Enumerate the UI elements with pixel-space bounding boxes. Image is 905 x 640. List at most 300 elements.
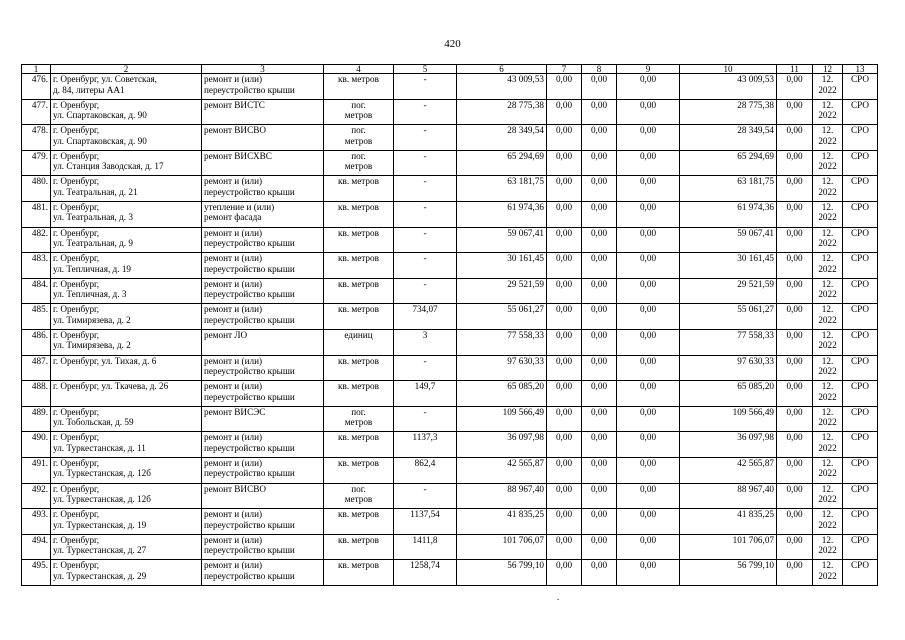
total-cell: 97 630,33 xyxy=(680,355,777,381)
col7-cell: 0,00 xyxy=(547,355,582,381)
address-cell xyxy=(51,176,202,202)
term-cell xyxy=(813,201,843,227)
table-row xyxy=(22,74,878,100)
volume-cell: - xyxy=(394,176,457,202)
col7-cell: 0,00 xyxy=(547,534,582,560)
term-cell-line: 2022 xyxy=(818,340,837,351)
unit-cell xyxy=(324,483,394,509)
term-cell xyxy=(813,534,843,560)
work-type-cell-line: переустройство крыши xyxy=(204,186,295,197)
source-cell: СРО xyxy=(843,457,878,483)
table-row xyxy=(22,201,878,227)
term-cell-line: 12. xyxy=(821,509,834,520)
volume-cell: 1258,74 xyxy=(394,560,457,586)
work-type-cell xyxy=(202,227,324,253)
term-cell xyxy=(813,125,843,151)
col11-cell: 0,00 xyxy=(777,457,813,483)
source-cell: СРО xyxy=(843,406,878,432)
address-cell-line: ул. Тобольская, д. 59 xyxy=(53,417,134,428)
address-cell-line: г. Оренбург, xyxy=(53,278,100,289)
table-row xyxy=(22,509,878,535)
volume-cell: - xyxy=(394,150,457,176)
unit-cell-line: метров xyxy=(344,161,373,172)
source-cell: СРО xyxy=(843,176,878,202)
term-cell-line: 12. xyxy=(821,176,834,187)
term-cell-line: 2022 xyxy=(818,84,837,95)
work-type-cell-line: ремонт ЛО xyxy=(204,329,248,340)
term-cell-line: 2022 xyxy=(818,468,837,479)
stray-mark: . xyxy=(557,592,560,602)
col7-cell: 0,00 xyxy=(547,227,582,253)
cost-cell: 65 294,69 xyxy=(457,150,547,176)
col11-cell: 0,00 xyxy=(777,125,813,151)
address-cell xyxy=(51,381,202,407)
address-cell xyxy=(51,201,202,227)
row-number: 483. xyxy=(22,253,51,279)
term-cell-line: 12. xyxy=(821,304,834,315)
unit-cell xyxy=(324,74,394,100)
table-row xyxy=(22,253,878,279)
work-type-cell-line: ремонт ВИСТС xyxy=(204,99,265,110)
total-cell: 29 521,59 xyxy=(680,278,777,304)
source-cell: СРО xyxy=(843,227,878,253)
unit-cell xyxy=(324,99,394,125)
address-cell-line: ул. Театральная, д. 3 xyxy=(53,212,133,223)
term-cell-line: 12. xyxy=(821,457,834,468)
col7-cell: 0,00 xyxy=(547,278,582,304)
total-cell: 109 566,49 xyxy=(680,406,777,432)
term-cell-line: 2022 xyxy=(818,263,837,274)
source-cell: СРО xyxy=(843,150,878,176)
address-cell xyxy=(51,406,202,432)
unit-cell-line: кв. метров xyxy=(338,381,379,392)
table-row xyxy=(22,355,878,381)
total-cell: 63 181,75 xyxy=(680,176,777,202)
address-cell xyxy=(51,457,202,483)
work-type-cell xyxy=(202,176,324,202)
work-type-cell xyxy=(202,432,324,458)
work-type-cell xyxy=(202,483,324,509)
work-type-cell xyxy=(202,201,324,227)
term-cell-line: 2022 xyxy=(818,519,837,530)
col7-cell: 0,00 xyxy=(547,381,582,407)
column-number-header: 10 xyxy=(680,65,777,74)
work-type-cell xyxy=(202,560,324,586)
address-cell-line: ул. Туркестанская, д. 12б xyxy=(53,468,151,479)
work-type-cell-line: ремонт и (или) xyxy=(204,534,263,545)
row-number: 495. xyxy=(22,560,51,586)
source-cell: СРО xyxy=(843,278,878,304)
row-number: 488. xyxy=(22,381,51,407)
cost-cell: 28 349,54 xyxy=(457,125,547,151)
col7-cell: 0,00 xyxy=(547,432,582,458)
term-cell-line: 2022 xyxy=(818,289,837,300)
column-number-header: 3 xyxy=(202,65,324,74)
col8-cell: 0,00 xyxy=(582,99,617,125)
unit-cell-line: кв. метров xyxy=(338,457,379,468)
address-cell-line: г. Оренбург, xyxy=(53,509,100,520)
cost-cell: 59 067,41 xyxy=(457,227,547,253)
address-cell-line: г. Оренбург, xyxy=(53,99,100,110)
cost-cell: 61 974,36 xyxy=(457,201,547,227)
address-cell-line: ул. Тепличная, д. 19 xyxy=(53,263,132,274)
cost-cell: 43 009,53 xyxy=(457,74,547,100)
address-cell-line: г. Оренбург, ул. Ткачева, д. 26 xyxy=(53,381,169,392)
total-cell: 59 067,41 xyxy=(680,227,777,253)
col9-cell: 0,00 xyxy=(617,99,680,125)
work-type-cell-line: переустройство крыши xyxy=(204,442,295,453)
term-cell-line: 2022 xyxy=(818,186,837,197)
term-cell xyxy=(813,406,843,432)
unit-cell-line: кв. метров xyxy=(338,509,379,520)
work-type-cell-line: ремонт фасада xyxy=(204,212,262,223)
source-cell: СРО xyxy=(843,432,878,458)
term-cell xyxy=(813,74,843,100)
total-cell: 101 706,07 xyxy=(680,534,777,560)
work-type-cell-line: ремонт ВИСХВС xyxy=(204,150,272,161)
unit-cell xyxy=(324,253,394,279)
total-cell: 56 799,10 xyxy=(680,560,777,586)
table-row xyxy=(22,150,878,176)
unit-cell-line: единиц xyxy=(344,329,373,340)
column-number-header: 9 xyxy=(617,65,680,74)
col8-cell: 0,00 xyxy=(582,432,617,458)
col11-cell: 0,00 xyxy=(777,355,813,381)
table-row xyxy=(22,457,878,483)
source-cell: СРО xyxy=(843,560,878,586)
source-cell: СРО xyxy=(843,201,878,227)
term-cell xyxy=(813,253,843,279)
unit-cell-line: кв. метров xyxy=(338,201,379,212)
address-cell-line: г. Оренбург, ул. Тихая, д. 6 xyxy=(53,355,157,366)
col8-cell: 0,00 xyxy=(582,201,617,227)
address-cell-line: ул. Туркестанская, д. 11 xyxy=(53,442,146,453)
unit-cell xyxy=(324,381,394,407)
address-cell xyxy=(51,329,202,355)
unit-cell-line: кв. метров xyxy=(338,560,379,571)
work-type-cell-line: переустройство крыши xyxy=(204,263,295,274)
total-cell: 55 061,27 xyxy=(680,304,777,330)
cost-cell: 88 967,40 xyxy=(457,483,547,509)
work-type-cell-line: ремонт ВИСЭС xyxy=(204,406,266,417)
row-number: 491. xyxy=(22,457,51,483)
work-type-cell-line: переустройство крыши xyxy=(204,391,295,402)
work-type-cell-line: ремонт и (или) xyxy=(204,304,263,315)
address-cell xyxy=(51,355,202,381)
col9-cell: 0,00 xyxy=(617,509,680,535)
term-cell-line: 2022 xyxy=(818,570,837,581)
volume-cell: - xyxy=(394,74,457,100)
source-cell: СРО xyxy=(843,534,878,560)
work-type-cell xyxy=(202,304,324,330)
term-cell xyxy=(813,227,843,253)
work-type-cell xyxy=(202,99,324,125)
unit-cell-line: метров xyxy=(344,494,373,504)
address-cell-line: г. Оренбург, xyxy=(53,304,100,315)
row-number: 490. xyxy=(22,432,51,458)
col7-cell: 0,00 xyxy=(547,176,582,202)
unit-cell-line: метров xyxy=(344,110,373,121)
total-cell: 88 967,40 xyxy=(680,483,777,509)
address-cell-line: г. Оренбург, xyxy=(53,176,100,187)
col11-cell: 0,00 xyxy=(777,509,813,535)
unit-cell-line: кв. метров xyxy=(338,432,379,443)
volume-cell: - xyxy=(394,201,457,227)
address-cell xyxy=(51,74,202,100)
row-number: 479. xyxy=(22,150,51,176)
cost-cell: 109 566,49 xyxy=(457,406,547,432)
source-cell: СРО xyxy=(843,483,878,509)
col9-cell: 0,00 xyxy=(617,176,680,202)
address-cell-line: д. 84, литеры АА1 xyxy=(53,84,125,95)
table-row xyxy=(22,329,878,355)
col7-cell: 0,00 xyxy=(547,406,582,432)
col9-cell: 0,00 xyxy=(617,227,680,253)
col11-cell: 0,00 xyxy=(777,74,813,100)
unit-cell-line: метров xyxy=(344,417,373,428)
table-row xyxy=(22,406,878,432)
col11-cell: 0,00 xyxy=(777,278,813,304)
unit-cell-line: пог. xyxy=(351,150,366,161)
col9-cell: 0,00 xyxy=(617,150,680,176)
address-cell xyxy=(51,227,202,253)
unit-cell-line: кв. метров xyxy=(338,278,379,289)
term-cell-line: 12. xyxy=(821,381,834,392)
source-cell: СРО xyxy=(843,329,878,355)
cost-cell: 55 061,27 xyxy=(457,304,547,330)
cost-cell: 63 181,75 xyxy=(457,176,547,202)
term-cell-line: 2022 xyxy=(818,391,837,402)
term-cell-line: 2022 xyxy=(818,314,837,325)
work-type-cell xyxy=(202,253,324,279)
col8-cell: 0,00 xyxy=(582,329,617,355)
address-cell-line: г. Оренбург, xyxy=(53,483,100,494)
col11-cell: 0,00 xyxy=(777,227,813,253)
address-cell xyxy=(51,278,202,304)
address-cell-line: ул. Туркестанская, д. 12б xyxy=(53,494,151,504)
work-type-cell-line: переустройство крыши xyxy=(204,289,295,300)
column-number-row xyxy=(22,65,878,74)
address-cell-line: ул. Станция Заводская, д. 17 xyxy=(53,161,164,172)
term-cell-line: 12. xyxy=(821,201,834,212)
unit-cell-line: кв. метров xyxy=(338,74,379,84)
col9-cell: 0,00 xyxy=(617,304,680,330)
col11-cell: 0,00 xyxy=(777,176,813,202)
address-cell xyxy=(51,483,202,509)
work-type-cell-line: ремонт и (или) xyxy=(204,74,263,84)
column-number-header: 8 xyxy=(582,65,617,74)
col9-cell: 0,00 xyxy=(617,355,680,381)
work-type-cell-line: ремонт и (или) xyxy=(204,432,263,443)
address-cell-line: г. Оренбург, xyxy=(53,201,100,212)
term-cell-line: 12. xyxy=(821,99,834,110)
unit-cell xyxy=(324,227,394,253)
unit-cell xyxy=(324,329,394,355)
term-cell xyxy=(813,304,843,330)
cost-cell: 36 097,98 xyxy=(457,432,547,458)
table-row xyxy=(22,432,878,458)
cost-cell: 30 161,45 xyxy=(457,253,547,279)
cost-cell: 28 775,38 xyxy=(457,99,547,125)
col8-cell: 0,00 xyxy=(582,483,617,509)
column-number-header: 1 xyxy=(22,65,51,74)
col8-cell: 0,00 xyxy=(582,509,617,535)
work-type-cell xyxy=(202,355,324,381)
address-cell-line: г. Оренбург, xyxy=(53,125,100,136)
col7-cell: 0,00 xyxy=(547,201,582,227)
term-cell xyxy=(813,176,843,202)
col9-cell: 0,00 xyxy=(617,125,680,151)
col7-cell: 0,00 xyxy=(547,560,582,586)
address-cell-line: ул. Туркестанская, д. 27 xyxy=(53,545,147,556)
work-type-cell-line: переустройство крыши xyxy=(204,238,295,249)
volume-cell: 1411,8 xyxy=(394,534,457,560)
volume-cell: - xyxy=(394,483,457,509)
work-type-cell xyxy=(202,278,324,304)
volume-cell: 1137,54 xyxy=(394,509,457,535)
column-number-header: 5 xyxy=(394,65,457,74)
repair-register-table xyxy=(21,64,878,586)
work-type-cell-line: ремонт и (или) xyxy=(204,509,263,520)
address-cell xyxy=(51,432,202,458)
source-cell: СРО xyxy=(843,509,878,535)
address-cell xyxy=(51,560,202,586)
col7-cell: 0,00 xyxy=(547,509,582,535)
col9-cell: 0,00 xyxy=(617,457,680,483)
address-cell-line: г. Оренбург, xyxy=(53,534,100,545)
volume-cell: - xyxy=(394,406,457,432)
row-number: 477. xyxy=(22,99,51,125)
term-cell-line: 12. xyxy=(821,406,834,417)
col7-cell: 0,00 xyxy=(547,304,582,330)
work-type-cell-line: ремонт и (или) xyxy=(204,457,263,468)
col11-cell: 0,00 xyxy=(777,406,813,432)
col8-cell: 0,00 xyxy=(582,406,617,432)
term-cell-line: 2022 xyxy=(818,135,837,146)
term-cell-line: 2022 xyxy=(818,238,837,249)
unit-cell xyxy=(324,125,394,151)
col8-cell: 0,00 xyxy=(582,457,617,483)
work-type-cell xyxy=(202,329,324,355)
volume-cell: 734,07 xyxy=(394,304,457,330)
unit-cell xyxy=(324,457,394,483)
address-cell-line: г. Оренбург, xyxy=(53,560,100,571)
row-number: 484. xyxy=(22,278,51,304)
row-number: 492. xyxy=(22,483,51,509)
address-cell-line: ул. Театральная, д. 9 xyxy=(53,238,133,249)
term-cell-line: 2022 xyxy=(818,494,837,504)
col11-cell: 0,00 xyxy=(777,304,813,330)
work-type-cell-line: переустройство крыши xyxy=(204,570,295,581)
address-cell xyxy=(51,99,202,125)
work-type-cell-line: переустройство крыши xyxy=(204,314,295,325)
work-type-cell-line: ремонт и (или) xyxy=(204,253,263,264)
page-number: 420 xyxy=(444,38,461,50)
unit-cell xyxy=(324,201,394,227)
col8-cell: 0,00 xyxy=(582,355,617,381)
col8-cell: 0,00 xyxy=(582,560,617,586)
term-cell-line: 12. xyxy=(821,483,834,494)
source-cell: СРО xyxy=(843,253,878,279)
address-cell-line: ул. Театральная, д. 21 xyxy=(53,186,138,197)
col9-cell: 0,00 xyxy=(617,381,680,407)
term-cell-line: 12. xyxy=(821,432,834,443)
row-number: 489. xyxy=(22,406,51,432)
col11-cell: 0,00 xyxy=(777,560,813,586)
volume-cell: 3 xyxy=(394,329,457,355)
work-type-cell-line: ремонт и (или) xyxy=(204,381,263,392)
cost-cell: 101 706,07 xyxy=(457,534,547,560)
address-cell-line: ул. Тепличная, д. 3 xyxy=(53,289,127,300)
col9-cell: 0,00 xyxy=(617,432,680,458)
source-cell: СРО xyxy=(843,355,878,381)
address-cell-line: г. Оренбург, xyxy=(53,227,100,238)
total-cell: 30 161,45 xyxy=(680,253,777,279)
work-type-cell-line: ремонт ВИСВО xyxy=(204,125,266,136)
col7-cell: 0,00 xyxy=(547,329,582,355)
col8-cell: 0,00 xyxy=(582,304,617,330)
cost-cell: 56 799,10 xyxy=(457,560,547,586)
unit-cell xyxy=(324,406,394,432)
term-cell-line: 2022 xyxy=(818,545,837,556)
col11-cell: 0,00 xyxy=(777,432,813,458)
unit-cell-line: метров xyxy=(344,135,373,146)
col9-cell: 0,00 xyxy=(617,329,680,355)
col11-cell: 0,00 xyxy=(777,329,813,355)
col7-cell: 0,00 xyxy=(547,483,582,509)
cost-cell: 42 565,87 xyxy=(457,457,547,483)
total-cell: 42 565,87 xyxy=(680,457,777,483)
term-cell-line: 2022 xyxy=(818,212,837,223)
work-type-cell-line: ремонт и (или) xyxy=(204,355,263,366)
term-cell xyxy=(813,381,843,407)
term-cell-line: 12. xyxy=(821,329,834,340)
term-cell xyxy=(813,560,843,586)
address-cell-line: ул. Туркестанская, д. 19 xyxy=(53,519,147,530)
source-cell: СРО xyxy=(843,381,878,407)
row-number: 481. xyxy=(22,201,51,227)
unit-cell xyxy=(324,355,394,381)
source-cell: СРО xyxy=(843,74,878,100)
total-cell: 43 009,53 xyxy=(680,74,777,100)
work-type-cell-line: переустройство крыши xyxy=(204,84,295,95)
col11-cell: 0,00 xyxy=(777,534,813,560)
volume-cell: - xyxy=(394,227,457,253)
term-cell-line: 12. xyxy=(821,560,834,571)
work-type-cell-line: ремонт и (или) xyxy=(204,176,263,187)
work-type-cell xyxy=(202,381,324,407)
row-number: 487. xyxy=(22,355,51,381)
row-number: 480. xyxy=(22,176,51,202)
col8-cell: 0,00 xyxy=(582,150,617,176)
work-type-cell-line: ремонт ВИСВО xyxy=(204,483,266,494)
unit-cell xyxy=(324,560,394,586)
term-cell xyxy=(813,150,843,176)
address-cell xyxy=(51,509,202,535)
address-cell-line: г. Оренбург, xyxy=(53,150,100,161)
unit-cell-line: пог. xyxy=(351,483,366,494)
address-cell xyxy=(51,150,202,176)
term-cell xyxy=(813,509,843,535)
cost-cell: 65 085,20 xyxy=(457,381,547,407)
address-cell xyxy=(51,253,202,279)
total-cell: 36 097,98 xyxy=(680,432,777,458)
term-cell-line: 12. xyxy=(821,355,834,366)
unit-cell-line: пог. xyxy=(351,406,366,417)
col7-cell: 0,00 xyxy=(547,125,582,151)
term-cell-line: 12. xyxy=(821,534,834,545)
term-cell xyxy=(813,457,843,483)
